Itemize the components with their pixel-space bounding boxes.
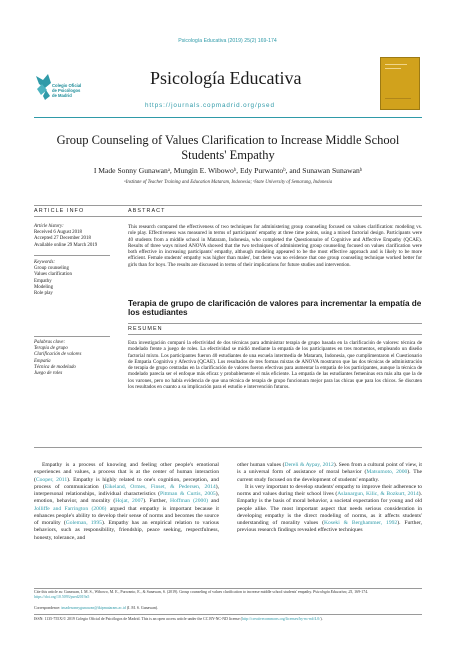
email-link[interactable]: imadesonnygunawan@ikipmataram.ac.id (61, 606, 126, 610)
body-text: and (207, 498, 220, 505)
article-info-heading: ARTICLE INFO (34, 208, 85, 214)
journal-reference: Psicología Educativa (2019) 25(2) 169-174 (178, 38, 277, 44)
body-text: ). The current study focused on the development of students' empathy. (237, 469, 422, 483)
accepted-date: Accepted 27 December 2018 (34, 236, 91, 242)
journal-title: Psicología Educativa (150, 68, 302, 88)
footer-text: Correspondence: (34, 606, 62, 610)
palabra-clave: Juego de roles (34, 371, 63, 377)
citation-link[interactable]: Koseki & Berghammer, 1992 (323, 520, 398, 526)
citation-link[interactable]: Hoffman (2000) (170, 498, 208, 505)
article-history (34, 224, 110, 249)
license-line (34, 617, 422, 622)
citation-link[interactable]: Goleman, 1995 (65, 520, 102, 526)
citation-link[interactable]: Dereli & Aypay, 2012 (284, 462, 334, 468)
footer-divider (34, 588, 422, 589)
keyword: Values clarification (34, 272, 72, 278)
article-title: Group Counseling of Values Clarification to Increase Middle School Students' Empathy (56, 133, 400, 162)
footer-journal: Psicología Educativa, 25 (313, 590, 353, 594)
body-column-left (34, 462, 219, 542)
palabras-clave-block (34, 340, 110, 377)
citation-link[interactable]: Eikeland, Ormes, Finset, & Pedersen, 2014 (104, 483, 216, 490)
history-divider (34, 255, 110, 256)
citation-link[interactable]: Jolliffe and Farrington (2006) (34, 505, 107, 512)
body-text: ). Empathy has an empirical relation to various behaviors, such as responsibility, friendship, peace seeking, respectfulness, honesty, tolerance, and (34, 520, 219, 541)
body-paragraph (34, 462, 219, 542)
resumen-header-divider (128, 334, 422, 335)
body-text: ), interpersonal relationships, individual characteristics ( (34, 483, 219, 497)
keyword: Group counseling (34, 266, 69, 272)
logo-line-3: de Madrid (52, 92, 72, 98)
body-text: ). Seen from a cultural point of view, it is a universal form of assistance of moral behavior ( (237, 462, 422, 476)
citation-link[interactable]: Cooper, 2011 (35, 476, 68, 483)
journal-url-link[interactable]: https://journals.copmadrid.org/psed (145, 102, 275, 109)
footer-text: Cite this article as: Gunawan, I. M. S., Wibowo, M. E., Purwanto, E., & Sunawan, S. (2019). Group counseling of values clarification to increase middle school students' empathy. (34, 590, 313, 594)
body-text: ), emotion, behavior, and morality ( (34, 491, 219, 505)
doi-link[interactable]: https://doi.org/10.5093/psed2019a5 (34, 595, 90, 599)
header-divider (34, 117, 422, 118)
citation-link[interactable]: Pittman & Curtis, 2005 (160, 491, 216, 497)
body-text: ). Empathy is highly related to one's cognition, perception, and process of communication ( (34, 476, 219, 490)
body-text: It is very important to develop students' empathy to improve their adherence to norms and values during their school lives ( (237, 483, 422, 497)
spanish-title: Terapia de grupo de clarificación de valores para incrementar la empatía de los estudiantes (128, 299, 422, 318)
palabra-clave: Empatía (34, 358, 51, 364)
resumen-heading: RESUMEN (128, 326, 163, 332)
abstract-heading: ABSTRACT (128, 208, 166, 214)
body-text: argued that empathy is important because it enhances people's ability to develop their sense of norms and becomes the source of morality ( (34, 505, 219, 526)
footer-text: (I. M. S. Gunawan). (125, 606, 159, 610)
resumen-top-divider (128, 323, 422, 324)
palabras-label: Palabras clave: (34, 340, 66, 345)
body-paragraph (237, 484, 422, 535)
affiliations: ᵃInstitute of Teacher Training and Education Mataram, Indonesia; ᵇState University of Semarang, Indonesia (123, 180, 333, 185)
college-logo-text (52, 84, 81, 98)
keywords-label: Keywords: (34, 260, 56, 265)
body-text: Empathy is a process of knowing and feeling other people's emotional experiences and values, a process that is at the center of human interaction ( (34, 462, 219, 483)
logo-line-1: Colegio Oficial (52, 83, 82, 88)
info-header-divider (34, 216, 422, 217)
author-list: I Made Sonny Gunawanᵃ, Mungin E. Wibowoᵇ, Edy Purwantoᵇ, and Sunawan Sunawanᵇ (93, 166, 363, 175)
footer-text: , 169-174. (352, 590, 369, 594)
info-top-divider (34, 205, 422, 206)
palabra-clave: Técnica de modelado (34, 364, 76, 370)
keyword: Role play (34, 291, 53, 297)
body-text: ). Empathy is the basis of moral behavior, a societal expectation for young and old people alike. The most important aspect that needs serious consideration in developing empathy is the direct modeling of norms, as it affects students' understanding of morality values ( (237, 491, 422, 526)
citation-link[interactable]: Aslanargun, Kilic, & Bozkurt, 2014 (337, 491, 419, 497)
keywords-block (34, 260, 110, 297)
cite-this-article (34, 590, 422, 600)
palabra-clave: Terapia de grupo (34, 346, 68, 352)
palabra-clave: Clarificación de valores (34, 352, 82, 358)
journal-cover-image (380, 57, 420, 110)
license-divider (34, 614, 422, 615)
body-column-right (237, 462, 422, 535)
body-paragraph (237, 462, 422, 484)
citation-link[interactable]: Hojat, 2007 (115, 498, 144, 505)
license-link[interactable]: http://creativecommons.org/licenses/by-nc-nd/4.0/ (241, 617, 321, 621)
abstract-bottom-divider (34, 447, 422, 448)
online-date: Available online 29 March 2019 (34, 242, 98, 248)
footer-text: ). (320, 617, 323, 621)
body-text: ). Further, (143, 498, 171, 505)
correspondence (34, 606, 422, 611)
resumen-text: Esta investigación comparó la efectividad de dos técnicas para administrar terapia de grupo basada en la clarificación de valores: técnica de modelado frente a juego de roles. La efectividad se midió mediante la empatía de los participantes en tres momentos, empleando un diseño factorial mixto. Los participantes fueron 40 estudiantes de una escuela intermedia de Mataram, Indonesia, que cumplimentaron el Cuestionario de Empatía Cognitiva y Afectiva (QCAE). Los resultados de tres formas mixtas de ANOVA mostraron que las dos técnicas de administración de terapia de grupo centradas en la clarificación de valores fueron efectivas para aumentar la empatía de los participantes, aunque la técnica de modelado parecía ser el enfoque más eficaz y probablemente el más eficiente. La empatía de las estudiantes femeninas era más alta que la de los varones, pero no había evidencia de que una técnica de terapia de grupo funcionara mejor para las chicas que para los chicos. Se discuten los resultados en cuanto a su implicación para el estudio e intervención futuros. (128, 340, 422, 391)
received-date: Received 6 August 2018 (34, 230, 82, 236)
body-text: ). Further, previous research findings revealed effective techniques (237, 520, 422, 534)
citation-link[interactable]: Matsumoto, 2000 (366, 469, 408, 476)
body-text: other human values ( (237, 462, 285, 468)
footer-text: ISSN: 1135-755X/© 2019 Colegio Oficial de Psicólogos de Madrid. This is an open access article under the CC BY-NC-ND license ( (34, 617, 242, 621)
keyword: Empathy (34, 278, 52, 284)
logo-line-2: de Psicólogos (52, 87, 81, 93)
keywords-divider (34, 336, 110, 337)
abstract-text: This research compared the effectiveness of two techniques for administering group counseling focused on values clarification: modeling vs. role play. Effectiveness was measured in terms of participants' empathy at three time points, using a mixed factorial design. Participants were 40 students from a middle school in Mataram, Indonesia, who completed the Questionnaire of Cognitive and Affective Empathy (QCAE). Results of three ways mixed ANOVA showed that the two techniques of administering group counseling focused on values clarification were both effective in increasing participants' empathy, although modeling appeared to be the most effective approach and is likely to be more efficient. Female students' empathy was higher than males', but there was no evidence that one group counseling technique worked better for girls than for boys. The results are discussed in terms of their implications for future studies and intervention. (128, 224, 422, 268)
keyword: Modeling (34, 284, 54, 290)
history-label: Article history: (34, 224, 64, 229)
